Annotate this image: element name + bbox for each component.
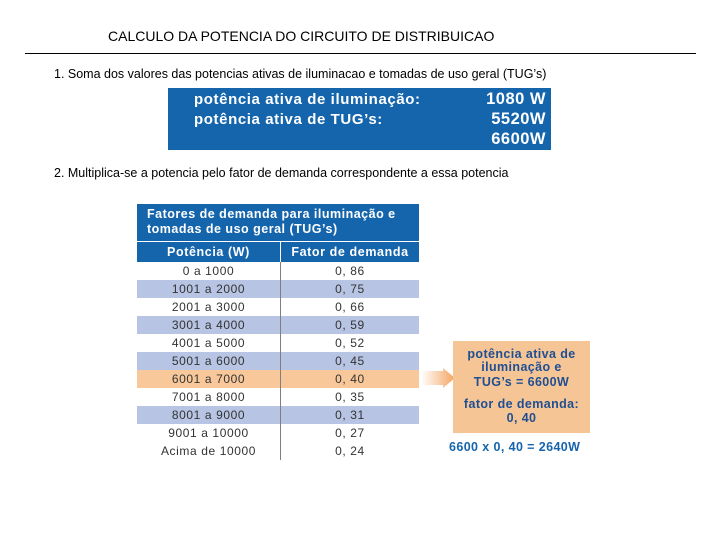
table-title [137, 204, 419, 241]
step-2-text: 2. Multiplica-se a potencia pelo fator de demanda correspondente a essa potencia [54, 166, 509, 180]
arrow-right-icon [421, 368, 455, 388]
result-line-3: TUG’s = 6600W [473, 375, 570, 389]
table-row [137, 388, 419, 406]
summary-label-tug: potência ativa de TUG’s: [194, 111, 383, 128]
title-divider [25, 53, 696, 54]
cell-potencia: 9001 a 10000 [137, 424, 281, 442]
cell-fator: 0, 40 [335, 372, 365, 386]
cell-fator: 0, 86 [335, 264, 365, 278]
result-box [453, 341, 590, 433]
cell-fator: 0, 31 [335, 408, 365, 422]
cell-potencia: 2001 a 3000 [137, 298, 281, 316]
cell-fator: 0, 75 [335, 282, 365, 296]
result-line-4: fator de demanda: [463, 397, 580, 411]
table-row [137, 406, 419, 424]
cell-potencia: 0 a 1000 [137, 262, 281, 280]
cell-potencia: 8001 a 9000 [137, 406, 281, 424]
table-row [137, 316, 419, 334]
cell-potencia: 7001 a 8000 [137, 388, 281, 406]
table-row [137, 298, 419, 316]
summary-label-iluminacao: potência ativa de iluminação: [194, 91, 421, 108]
calculation-result: 6600 x 0, 40 = 2640W [449, 440, 581, 454]
table-title-line2: tomadas de uso geral (TUG’s) [147, 222, 338, 236]
cell-fator: 0, 45 [335, 354, 365, 368]
page-title: CALCULO DA POTENCIA DO CIRCUITO DE DISTRIBUICAO [108, 28, 495, 44]
result-line-1: potência ativa de [467, 347, 576, 361]
table-title-line1: Fatores de demanda para iluminação e [147, 207, 396, 221]
cell-potencia: 4001 a 5000 [137, 334, 281, 352]
table-header-row [137, 241, 419, 262]
table-row [137, 442, 419, 460]
cell-fator: 0, 24 [335, 444, 365, 458]
cell-potencia: 6001 a 7000 [137, 370, 281, 388]
table-row [137, 280, 419, 298]
cell-potencia: 1001 a 2000 [137, 280, 281, 298]
result-line-5: 0, 40 [506, 411, 537, 425]
result-line-2: iluminação e [481, 360, 562, 374]
summary-value-tug: 5520W [491, 110, 546, 128]
demand-factor-table [137, 204, 419, 460]
cell-potencia: 3001 a 4000 [137, 316, 281, 334]
cell-fator: 0, 52 [335, 336, 365, 350]
cell-fator: 0, 59 [335, 318, 365, 332]
cell-potencia: Acima de 10000 [137, 442, 281, 460]
power-summary-box [168, 88, 551, 150]
column-header-fator: Fator de demanda [291, 245, 409, 259]
table-row [137, 352, 419, 370]
table-row-highlighted [137, 370, 419, 388]
column-header-potencia: Potência (W) [137, 242, 281, 262]
table-row [137, 262, 419, 280]
cell-fator: 0, 27 [335, 426, 365, 440]
cell-fator: 0, 66 [335, 300, 365, 314]
summary-value-total: 6600W [491, 130, 546, 148]
table-row [137, 334, 419, 352]
cell-fator: 0, 35 [335, 390, 365, 404]
summary-value-iluminacao: 1080 W [486, 90, 546, 108]
step-1-text: 1. Soma dos valores das potencias ativas de iluminacao e tomadas de uso geral (TUG’s) [54, 67, 547, 81]
cell-potencia: 5001 a 6000 [137, 352, 281, 370]
table-row [137, 424, 419, 442]
